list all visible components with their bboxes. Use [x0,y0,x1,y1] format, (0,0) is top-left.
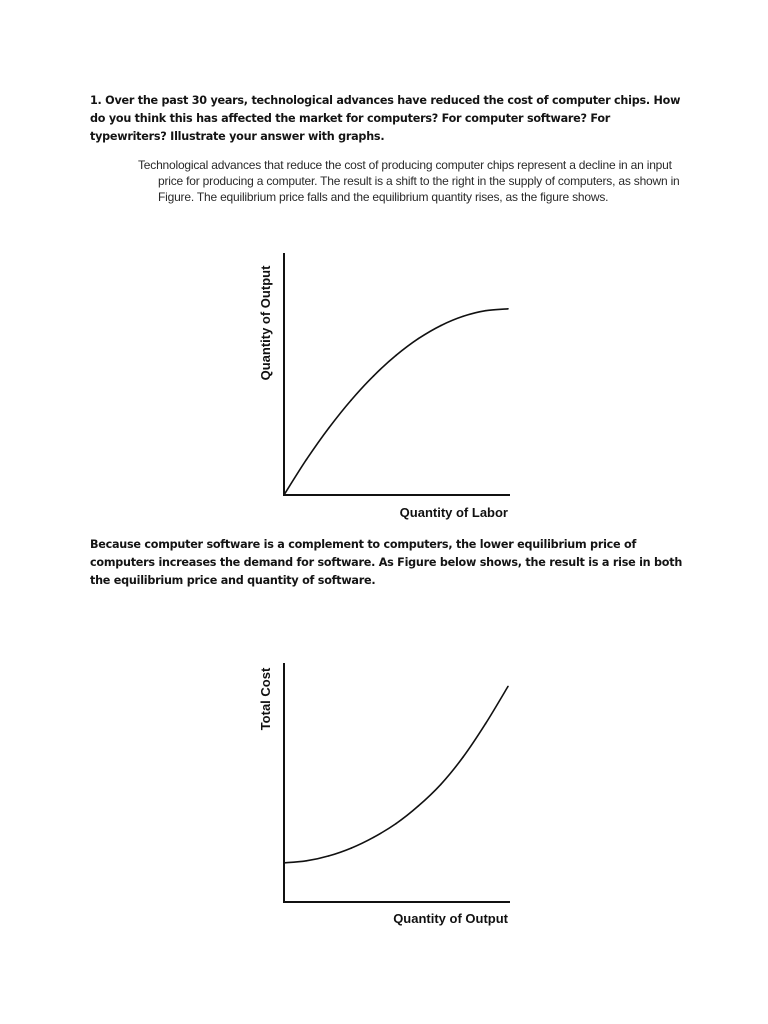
x-axis-label: Quantity of Labor [399,505,508,520]
question-text: 1. Over the past 30 years, technological advances have reduced the cost of computer chips. How do you think this has affected the market for computers? For computer software? For typewriters? Illustrate your answer with graphs. [90,94,681,143]
answer-2-text: Because computer software is a complement to computers, the lower equilibrium price of computers increases the demand for software. As Figure below shows, the result is a rise in both the equilibrium price and quantity of software. [90,538,683,587]
production-curve [284,309,508,495]
curve-point-2-6 [418,805,420,807]
curve-point-1-6 [418,338,420,340]
curve-point-1-7 [440,325,442,327]
y-axis-label: Total Cost [258,667,273,731]
curve-point-2-4 [373,837,375,839]
curve-point-2-8 [462,756,464,758]
curve-point-1-2 [328,427,330,429]
curve-point-2-3 [350,847,352,849]
curve-point-2-2 [328,855,330,857]
curve-point-1-10 [507,308,509,310]
curve-point-2-9 [485,723,487,725]
curve-point-2-1 [306,860,308,862]
curve-point-1-3 [350,399,352,401]
x-axis-label: Quantity of Output [393,911,508,926]
total-cost-chart [250,655,520,935]
curve-point-1-4 [373,375,375,377]
curve-point-1-5 [395,355,397,357]
curve-point-2-0 [283,862,285,864]
curve-point-1-1 [306,459,308,461]
total-cost-curve [284,686,508,862]
answer-1-text: Technological advances that reduce the cost of producing computer chips represent a decline in an input price for producing a computer. The result is a shift to the right in the supply of computers, as shown in Figure. The equilibrium price falls and the equilibrium quantity rises, as the figure shows. [138,158,680,204]
curve-point-1-9 [485,310,487,312]
curve-point-2-7 [440,784,442,786]
production-function-chart [250,245,520,525]
curve-point-1-8 [462,316,464,318]
y-axis-label: Quantity of Output [258,265,273,381]
curve-point-2-5 [395,823,397,825]
curve-point-2-10 [507,686,509,688]
curve-point-1-0 [283,494,285,496]
